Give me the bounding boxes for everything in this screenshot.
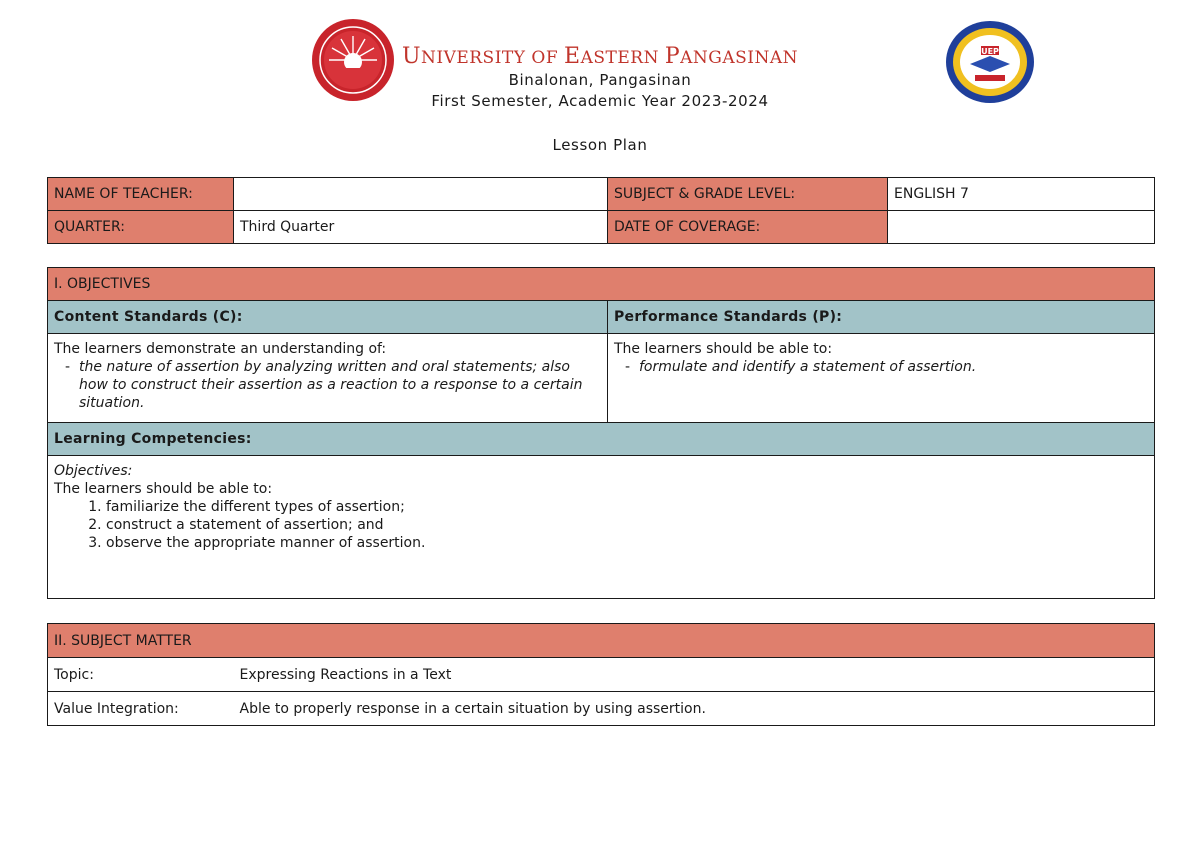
list-dash: - xyxy=(65,359,71,375)
list-dash: - xyxy=(625,359,631,375)
table-row xyxy=(48,456,1155,599)
value-integration-value: Able to properly response in a certain situation by using assertion. xyxy=(234,692,1155,726)
table-row xyxy=(48,301,1155,334)
topic-label: Topic: xyxy=(48,658,234,692)
objectives-section-title: I. OBJECTIVES xyxy=(48,268,1155,301)
subject-matter-table xyxy=(47,623,1155,726)
learning-competencies-cell xyxy=(48,456,1155,599)
date-label: DATE OF COVERAGE: xyxy=(608,211,888,244)
teacher-info-table xyxy=(47,177,1155,244)
table-row xyxy=(48,624,1155,658)
objectives-table xyxy=(47,267,1155,599)
subject-matter-section-title: II. SUBJECT MATTER xyxy=(48,624,1155,658)
competencies-heading: Objectives: xyxy=(54,463,133,479)
teacher-value xyxy=(234,178,608,211)
table-row xyxy=(48,658,1155,692)
university-location: Binalonan, Pangasinan xyxy=(508,71,692,89)
table-row xyxy=(48,692,1155,726)
value-integration-label: Value Integration: xyxy=(48,692,234,726)
logo-text: UEP xyxy=(981,47,999,56)
college-of-teacher-education-logo xyxy=(945,20,1035,104)
table-row xyxy=(48,178,1155,211)
performance-standards-label: Performance Standards (P): xyxy=(608,301,1155,334)
content-standards-label: Content Standards (C): xyxy=(48,301,608,334)
table-row xyxy=(48,211,1155,244)
quarter-label: QUARTER: xyxy=(48,211,234,244)
learning-competencies-label: Learning Competencies: xyxy=(48,423,1155,456)
content-standard-item: - the nature of assertion by analyzing written and oral statements; also how to construct their assertion as a reaction to a response to a certain situation. xyxy=(65,359,583,411)
list-item: 1. familiarize the different types of assertion; xyxy=(106,498,1148,516)
date-value xyxy=(888,211,1155,244)
table-row xyxy=(48,423,1155,456)
quarter-value: Third Quarter xyxy=(234,211,608,244)
performance-standards-cell xyxy=(608,334,1155,423)
subject-label: SUBJECT & GRADE LEVEL: xyxy=(608,178,888,211)
list-item: 3. observe the appropriate manner of assertion. xyxy=(106,534,1148,552)
university-name: UNIVERSITY OF EASTERN PANGASINAN xyxy=(401,44,799,69)
document-title: Lesson Plan xyxy=(552,136,648,154)
semester-line: First Semester, Academic Year 2023-2024 xyxy=(431,92,769,110)
document-header xyxy=(0,0,1200,170)
content-intro: The learners demonstrate an understanding of: xyxy=(54,341,387,357)
table-row xyxy=(48,334,1155,423)
content-standards-cell xyxy=(48,334,608,423)
performance-intro: The learners should be able to: xyxy=(614,341,833,357)
competencies-intro: The learners should be able to: xyxy=(54,481,273,497)
topic-value: Expressing Reactions in a Text xyxy=(234,658,1155,692)
table-row xyxy=(48,268,1155,301)
list-item: 2. construct a statement of assertion; and xyxy=(106,516,1148,534)
performance-standard-item: - formulate and identify a statement of assertion. xyxy=(625,359,977,375)
competencies-list xyxy=(54,498,1148,552)
teacher-label: NAME OF TEACHER: xyxy=(48,178,234,211)
subject-value: ENGLISH 7 xyxy=(888,178,1155,211)
